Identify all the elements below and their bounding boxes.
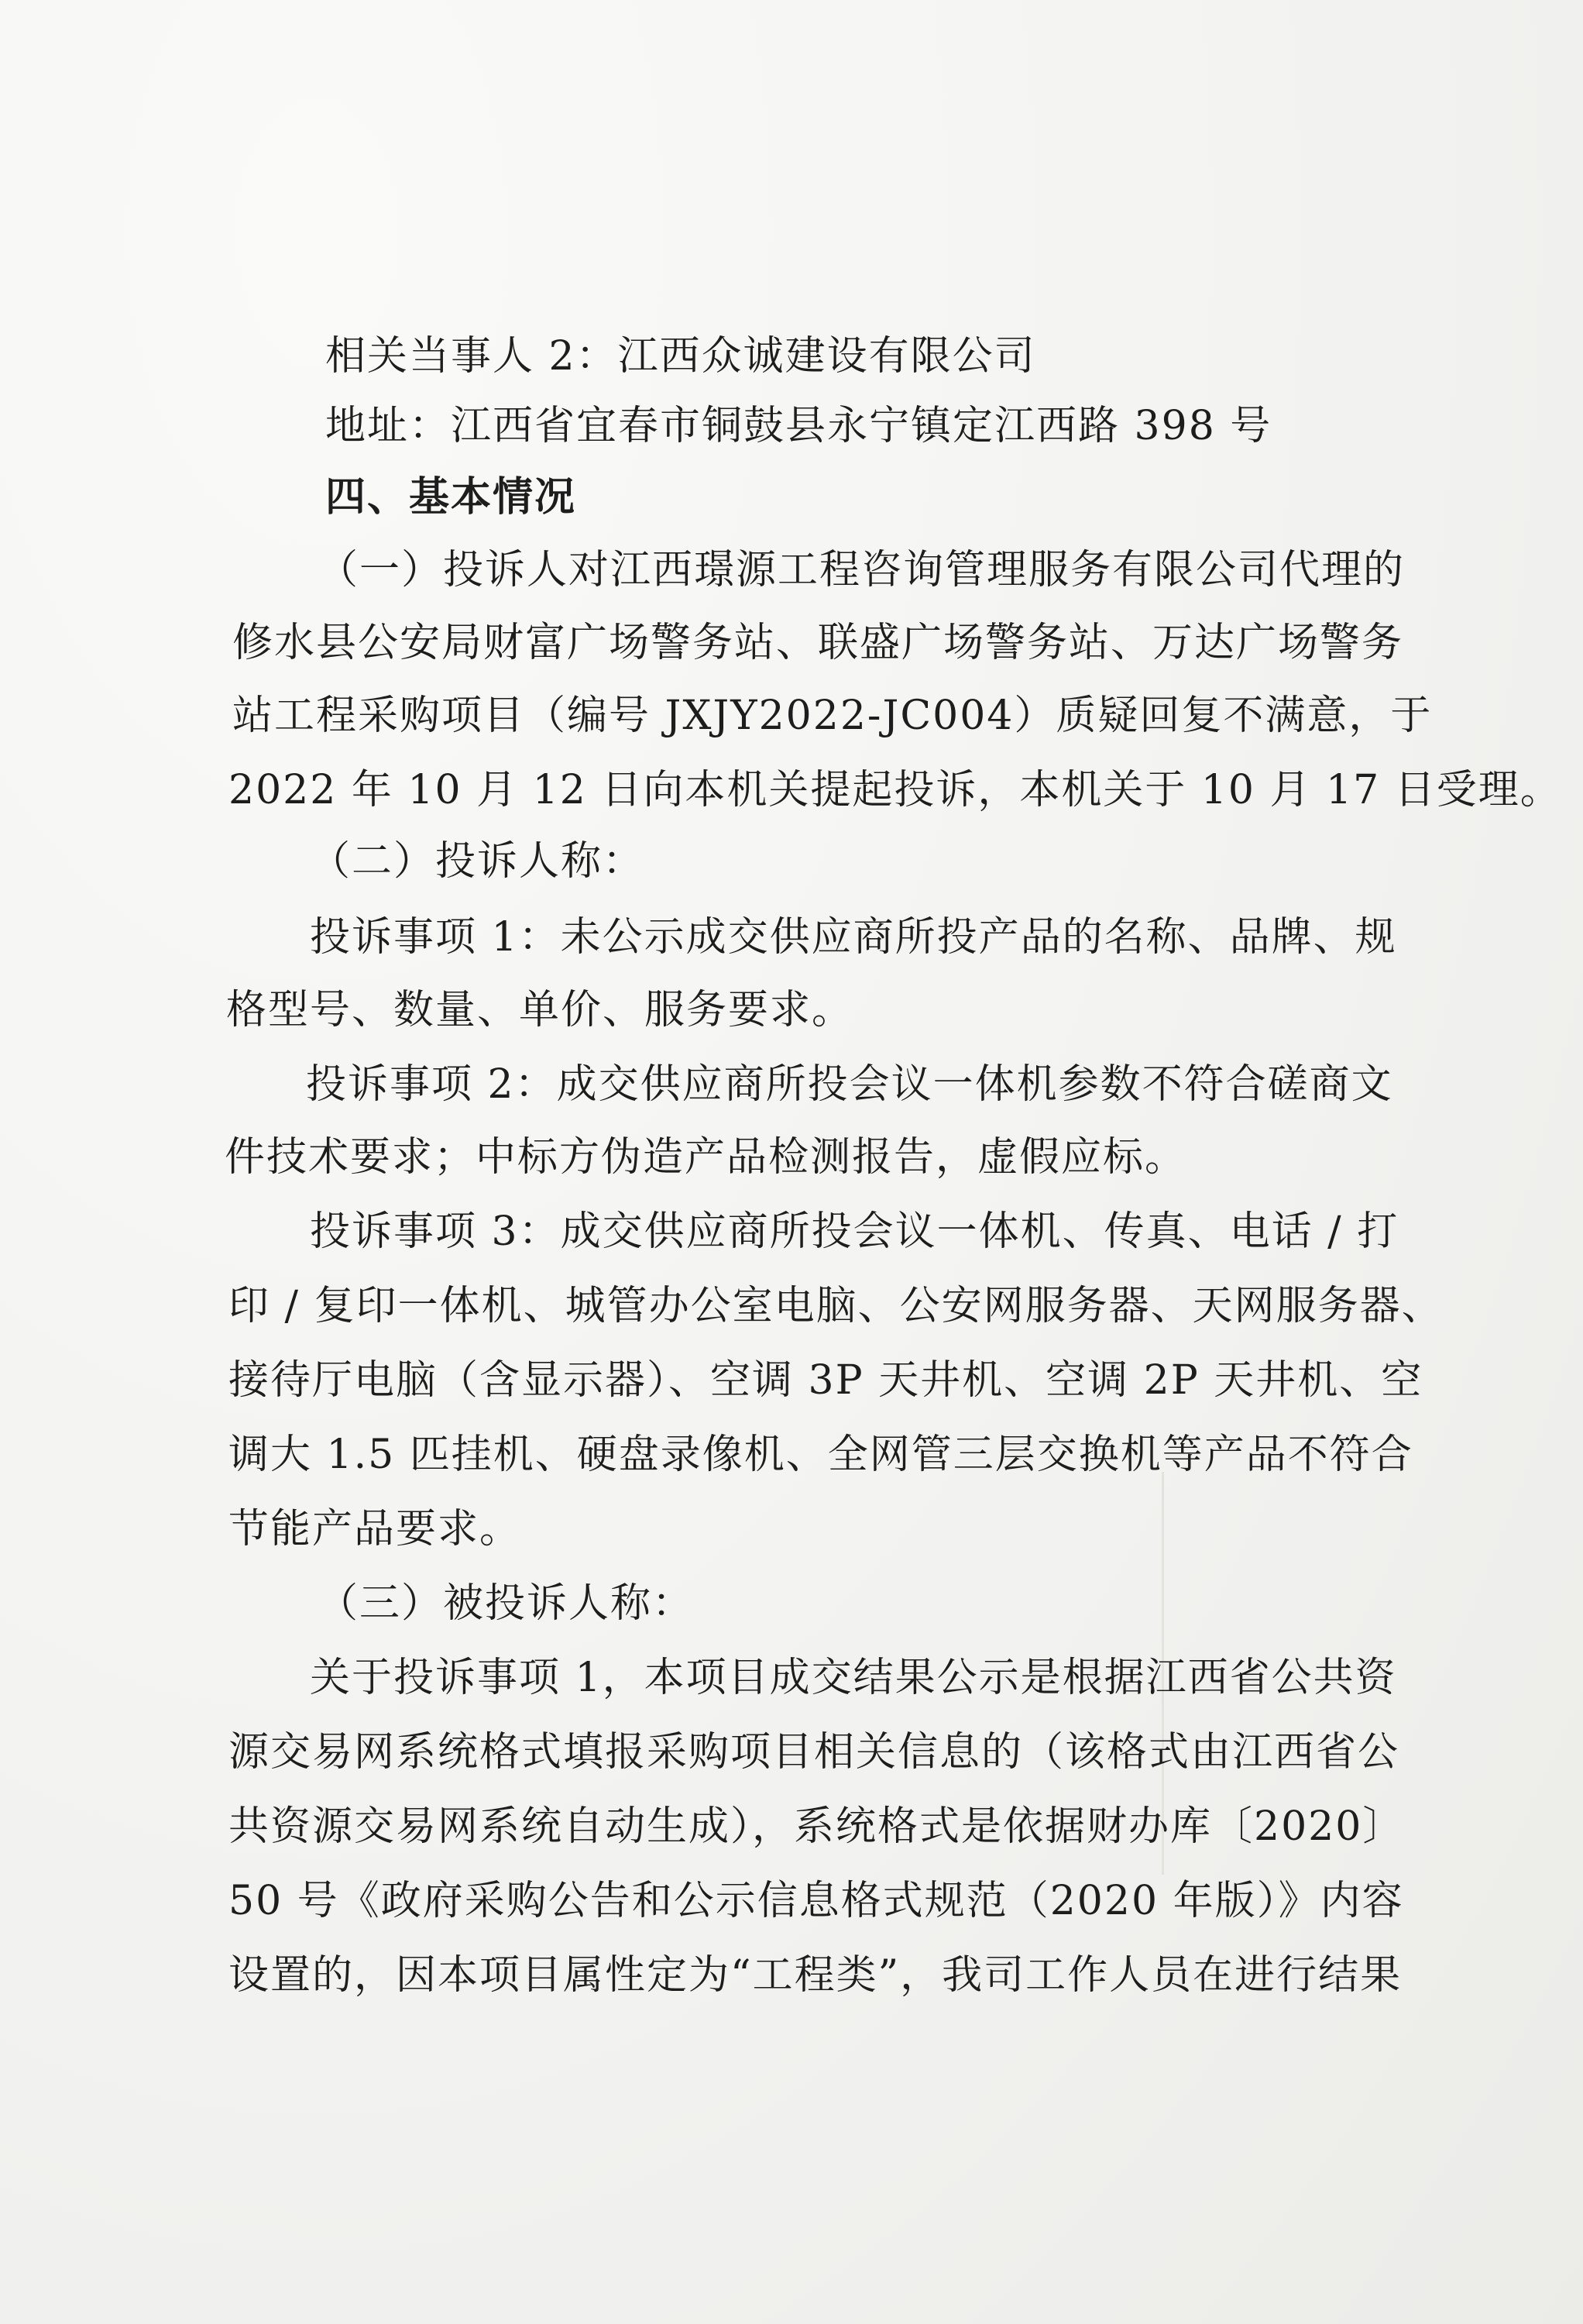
paragraph-line: 设置的，因本项目属性定为“工程类”，我司工作人员在进行结果 bbox=[228, 1952, 1403, 1999]
paragraph-line: 接待厅电脑（含显示器）、空调 3P 天井机、空调 2P 天井机、空 bbox=[228, 1357, 1423, 1404]
paragraph-line: 站工程采购项目（编号 JXJY2022-JC004）质疑回复不满意，于 bbox=[232, 693, 1433, 739]
section-heading-basic-situation: 四、基本情况 bbox=[325, 473, 577, 521]
paragraph-line: 印 / 复印一体机、城管办公室电脑、公安网服务器、天网服务器、 bbox=[228, 1283, 1444, 1329]
paragraph-line: 投诉事项 2：成交供应商所投会议一体机参数不符合磋商文 bbox=[306, 1061, 1393, 1108]
paragraph-line: （一）投诉人对江西璟源工程咨询管理服务有限公司代理的 bbox=[318, 547, 1406, 593]
subsection-heading-complainant: （二）投诉人称： bbox=[310, 838, 645, 885]
paragraph-line: 格型号、数量、单价、服务要求。 bbox=[226, 987, 854, 1033]
paragraph-line: 源交易网系统格式填报采购项目相关信息的（该格式由江西省公 bbox=[228, 1729, 1400, 1776]
subsection-heading-respondent: （三）被投诉人称： bbox=[318, 1580, 695, 1627]
paragraph-line: 关于投诉事项 1，本项目成交结果公示是根据江西省公共资 bbox=[310, 1655, 1397, 1701]
paragraph-line: 共资源交易网系统自动生成），系统格式是依据财办库〔2020〕 bbox=[228, 1803, 1405, 1850]
paragraph-line: 修水县公安局财富广场警务站、联盛广场警务站、万达广场警务 bbox=[232, 620, 1404, 666]
paragraph-line: 2022 年 10 月 12 日向本机关提起投诉，本机关于 10 月 17 日受理。 bbox=[228, 767, 1562, 813]
paragraph-line: 投诉事项 1：未公示成交供应商所投产品的名称、品牌、规 bbox=[310, 914, 1397, 961]
address-line: 地址：江西省宜春市铜鼓县永宁镇定江西路 398 号 bbox=[325, 403, 1272, 449]
related-party-line: 相关当事人 2：江西众诚建设有限公司 bbox=[325, 333, 1036, 380]
paragraph-line: 件技术要求；中标方伪造产品检测报告，虚假应标。 bbox=[225, 1134, 1187, 1181]
paragraph-line: 节能产品要求。 bbox=[228, 1506, 522, 1552]
paragraph-line: 投诉事项 3：成交供应商所投会议一体机、传真、电话 / 打 bbox=[310, 1208, 1399, 1255]
paragraph-line: 调大 1.5 匹挂机、硬盘录像机、全网管三层交换机等产品不符合 bbox=[228, 1432, 1413, 1478]
paragraph-line: 50 号《政府采购公告和公示信息格式规范（2020 年版）》内容 bbox=[228, 1878, 1404, 1924]
